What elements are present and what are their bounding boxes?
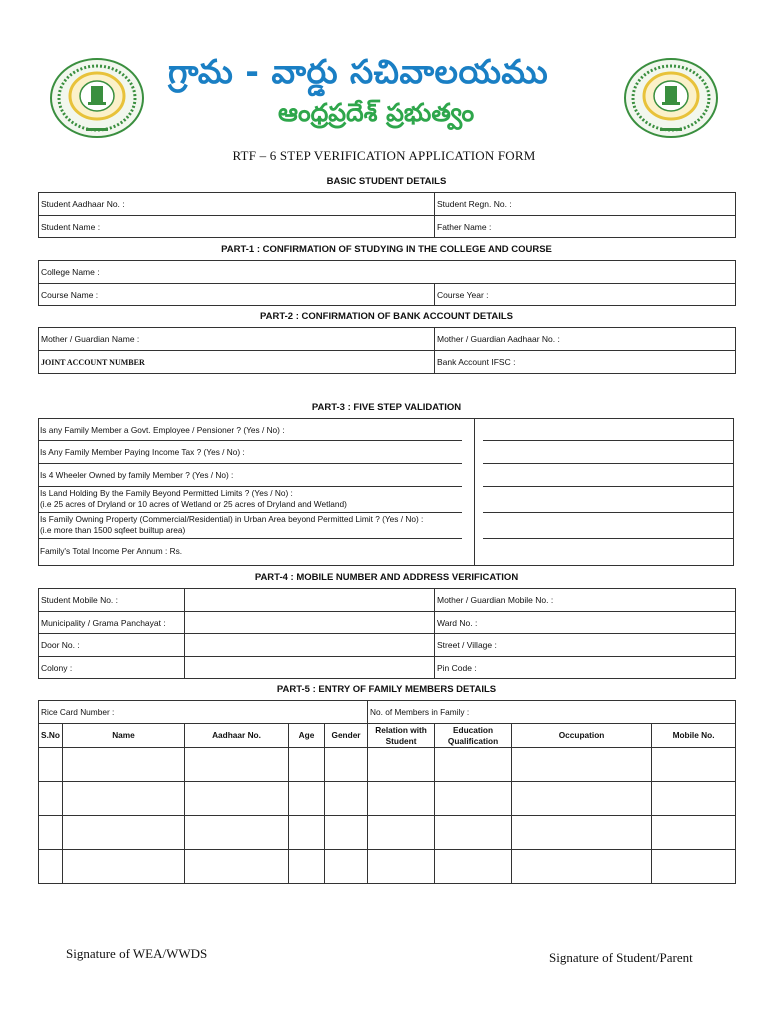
basic-details-heading: BASIC STUDENT DETAILS: [326, 176, 447, 187]
cell[interactable]: [63, 850, 185, 884]
q-urban-property-note: (i.e more than 1500 sqfeet builtup area): [40, 525, 186, 535]
door-input[interactable]: [185, 634, 435, 657]
cell[interactable]: [368, 782, 435, 816]
cell[interactable]: [39, 748, 63, 782]
cell[interactable]: [185, 748, 289, 782]
municipality-input[interactable]: [185, 612, 435, 634]
col-gender: Gender: [325, 724, 368, 748]
ward-field[interactable]: Ward No. :: [435, 612, 736, 634]
answer-line: [38, 538, 462, 539]
signature-wea: Signature of WEA/WWDS: [66, 946, 208, 961]
answer-four-wheeler[interactable]: [483, 486, 734, 487]
answer-line: [38, 463, 462, 464]
mother-name-field[interactable]: Mother / Guardian Name :: [39, 328, 435, 351]
ap-emblem-right-icon: [622, 56, 720, 140]
college-name-field[interactable]: College Name :: [39, 261, 736, 284]
colony-label: Colony :: [39, 657, 185, 679]
cell[interactable]: [652, 816, 736, 850]
cell[interactable]: [512, 748, 652, 782]
door-label: Door No. :: [39, 634, 185, 657]
q-land-holding-note: (i.e 25 acres of Dryland or 10 acres of Wetland or 25 acres of Dryland and Wetland): [40, 499, 347, 509]
table-row: [39, 816, 736, 850]
q-land-holding: Is Land Holding By the Family Beyond Permitted Limits ? (Yes / No) :: [40, 488, 293, 498]
part5-heading: PART-5 : ENTRY OF FAMILY MEMBERS DETAILS: [276, 684, 497, 695]
basic-details-table: [38, 192, 736, 238]
cell[interactable]: [39, 816, 63, 850]
cell[interactable]: [325, 816, 368, 850]
answer-line: [38, 486, 462, 487]
cell[interactable]: [652, 850, 736, 884]
ap-emblem-left-icon: [48, 56, 146, 140]
cell[interactable]: [63, 816, 185, 850]
cell[interactable]: [368, 816, 435, 850]
cell[interactable]: [368, 748, 435, 782]
header-subtitle-telugu: ఆంధ్రప్రదేశ్ ప్రభుత్వం: [278, 98, 475, 127]
family-members-table: [38, 700, 736, 884]
cell[interactable]: [63, 748, 185, 782]
q-income-tax: Is Any Family Member Paying Income Tax ? (Yes / No) :: [40, 447, 245, 457]
q-four-wheeler: Is 4 Wheeler Owned by family Member ? (Yes / No) :: [40, 470, 234, 480]
part2-table: [38, 327, 736, 374]
cell[interactable]: [652, 782, 736, 816]
cell[interactable]: [289, 748, 325, 782]
cell[interactable]: [289, 816, 325, 850]
members-count-field[interactable]: No. of Members in Family :: [368, 701, 736, 724]
table-row: [39, 850, 736, 884]
col-education: Education Qualification: [435, 724, 512, 748]
col-occupation: Occupation: [512, 724, 652, 748]
cell[interactable]: [289, 850, 325, 884]
guardian-mobile-field[interactable]: Mother / Guardian Mobile No. :: [435, 589, 736, 612]
cell[interactable]: [185, 816, 289, 850]
answer-urban-property[interactable]: [483, 538, 734, 539]
answer-income-tax[interactable]: [483, 463, 734, 464]
cell[interactable]: [368, 850, 435, 884]
col-name: Name: [63, 724, 185, 748]
mother-aadhaar-field[interactable]: Mother / Guardian Aadhaar No. :: [435, 328, 736, 351]
cell[interactable]: [435, 850, 512, 884]
cell[interactable]: [435, 782, 512, 816]
part2-heading: PART-2 : CONFIRMATION OF BANK ACCOUNT DETAILS: [260, 311, 513, 322]
student-regn-field[interactable]: Student Regn. No. :: [435, 193, 736, 216]
form-title: RTF – 6 STEP VERIFICATION APPLICATION FORM: [232, 148, 536, 163]
bank-ifsc-field[interactable]: Bank Account IFSC :: [435, 351, 736, 374]
q-govt-employee: Is any Family Member a Govt. Employee / Pensioner ? (Yes / No) :: [40, 425, 285, 435]
cell[interactable]: [512, 850, 652, 884]
cell[interactable]: [435, 816, 512, 850]
father-name-field[interactable]: Father Name :: [435, 216, 736, 238]
cell[interactable]: [185, 782, 289, 816]
cell[interactable]: [512, 782, 652, 816]
cell[interactable]: [63, 782, 185, 816]
cell[interactable]: [39, 850, 63, 884]
rice-card-field[interactable]: Rice Card Number :: [39, 701, 368, 724]
part1-heading: PART-1 : CONFIRMATION OF STUDYING IN THE COLLEGE AND COURSE: [221, 244, 552, 255]
answer-line: [38, 512, 462, 513]
student-mobile-label: Student Mobile No. :: [39, 589, 185, 612]
table-row: [39, 782, 736, 816]
student-name-field[interactable]: Student Name :: [39, 216, 435, 238]
header-title-telugu: గ్రామ - వార్డు సచివాలయము: [168, 52, 549, 91]
cell[interactable]: [325, 782, 368, 816]
table-row: [39, 748, 736, 782]
cell[interactable]: [185, 850, 289, 884]
cell[interactable]: [39, 782, 63, 816]
col-age: Age: [289, 724, 325, 748]
municipality-label: Municipality / Grama Panchayat :: [39, 612, 185, 634]
part4-heading: PART-4 : MOBILE NUMBER AND ADDRESS VERIFICATION: [254, 572, 519, 583]
course-year-field[interactable]: Course Year :: [435, 284, 736, 306]
colony-input[interactable]: [185, 657, 435, 679]
answer-govt-employee[interactable]: [483, 440, 734, 441]
col-mobile: Mobile No.: [652, 724, 736, 748]
course-name-field[interactable]: Course Name :: [39, 284, 435, 306]
q-urban-property: Is Family Owning Property (Commercial/Residential) in Urban Area beyond Permitted Limit ? (Yes / No) :: [40, 514, 424, 524]
pin-field[interactable]: Pin Code :: [435, 657, 736, 679]
cell[interactable]: [435, 748, 512, 782]
joint-account-field[interactable]: JOINT ACCOUNT NUMBER: [39, 351, 435, 374]
col-sno: S.No: [39, 724, 63, 748]
signature-student: Signature of Student/Parent: [549, 950, 693, 965]
cell[interactable]: [652, 748, 736, 782]
answer-land-holding[interactable]: [483, 512, 734, 513]
street-field[interactable]: Street / Village :: [435, 634, 736, 657]
col-relation: Relation with Student: [368, 724, 435, 748]
cell[interactable]: [325, 748, 368, 782]
col-aadhaar: Aadhaar No.: [185, 724, 289, 748]
part4-table: [38, 588, 736, 679]
q-family-income: Family's Total Income Per Annum : Rs.: [40, 546, 183, 556]
part1-table: [38, 260, 736, 306]
cell[interactable]: [289, 782, 325, 816]
cell[interactable]: [325, 850, 368, 884]
part3-heading: PART-3 : FIVE STEP VALIDATION: [311, 402, 462, 413]
student-aadhaar-field[interactable]: Student Aadhaar No. :: [39, 193, 435, 216]
part3-divider: [474, 418, 475, 566]
cell[interactable]: [512, 816, 652, 850]
student-mobile-input[interactable]: [185, 589, 435, 612]
answer-line: [38, 440, 462, 441]
